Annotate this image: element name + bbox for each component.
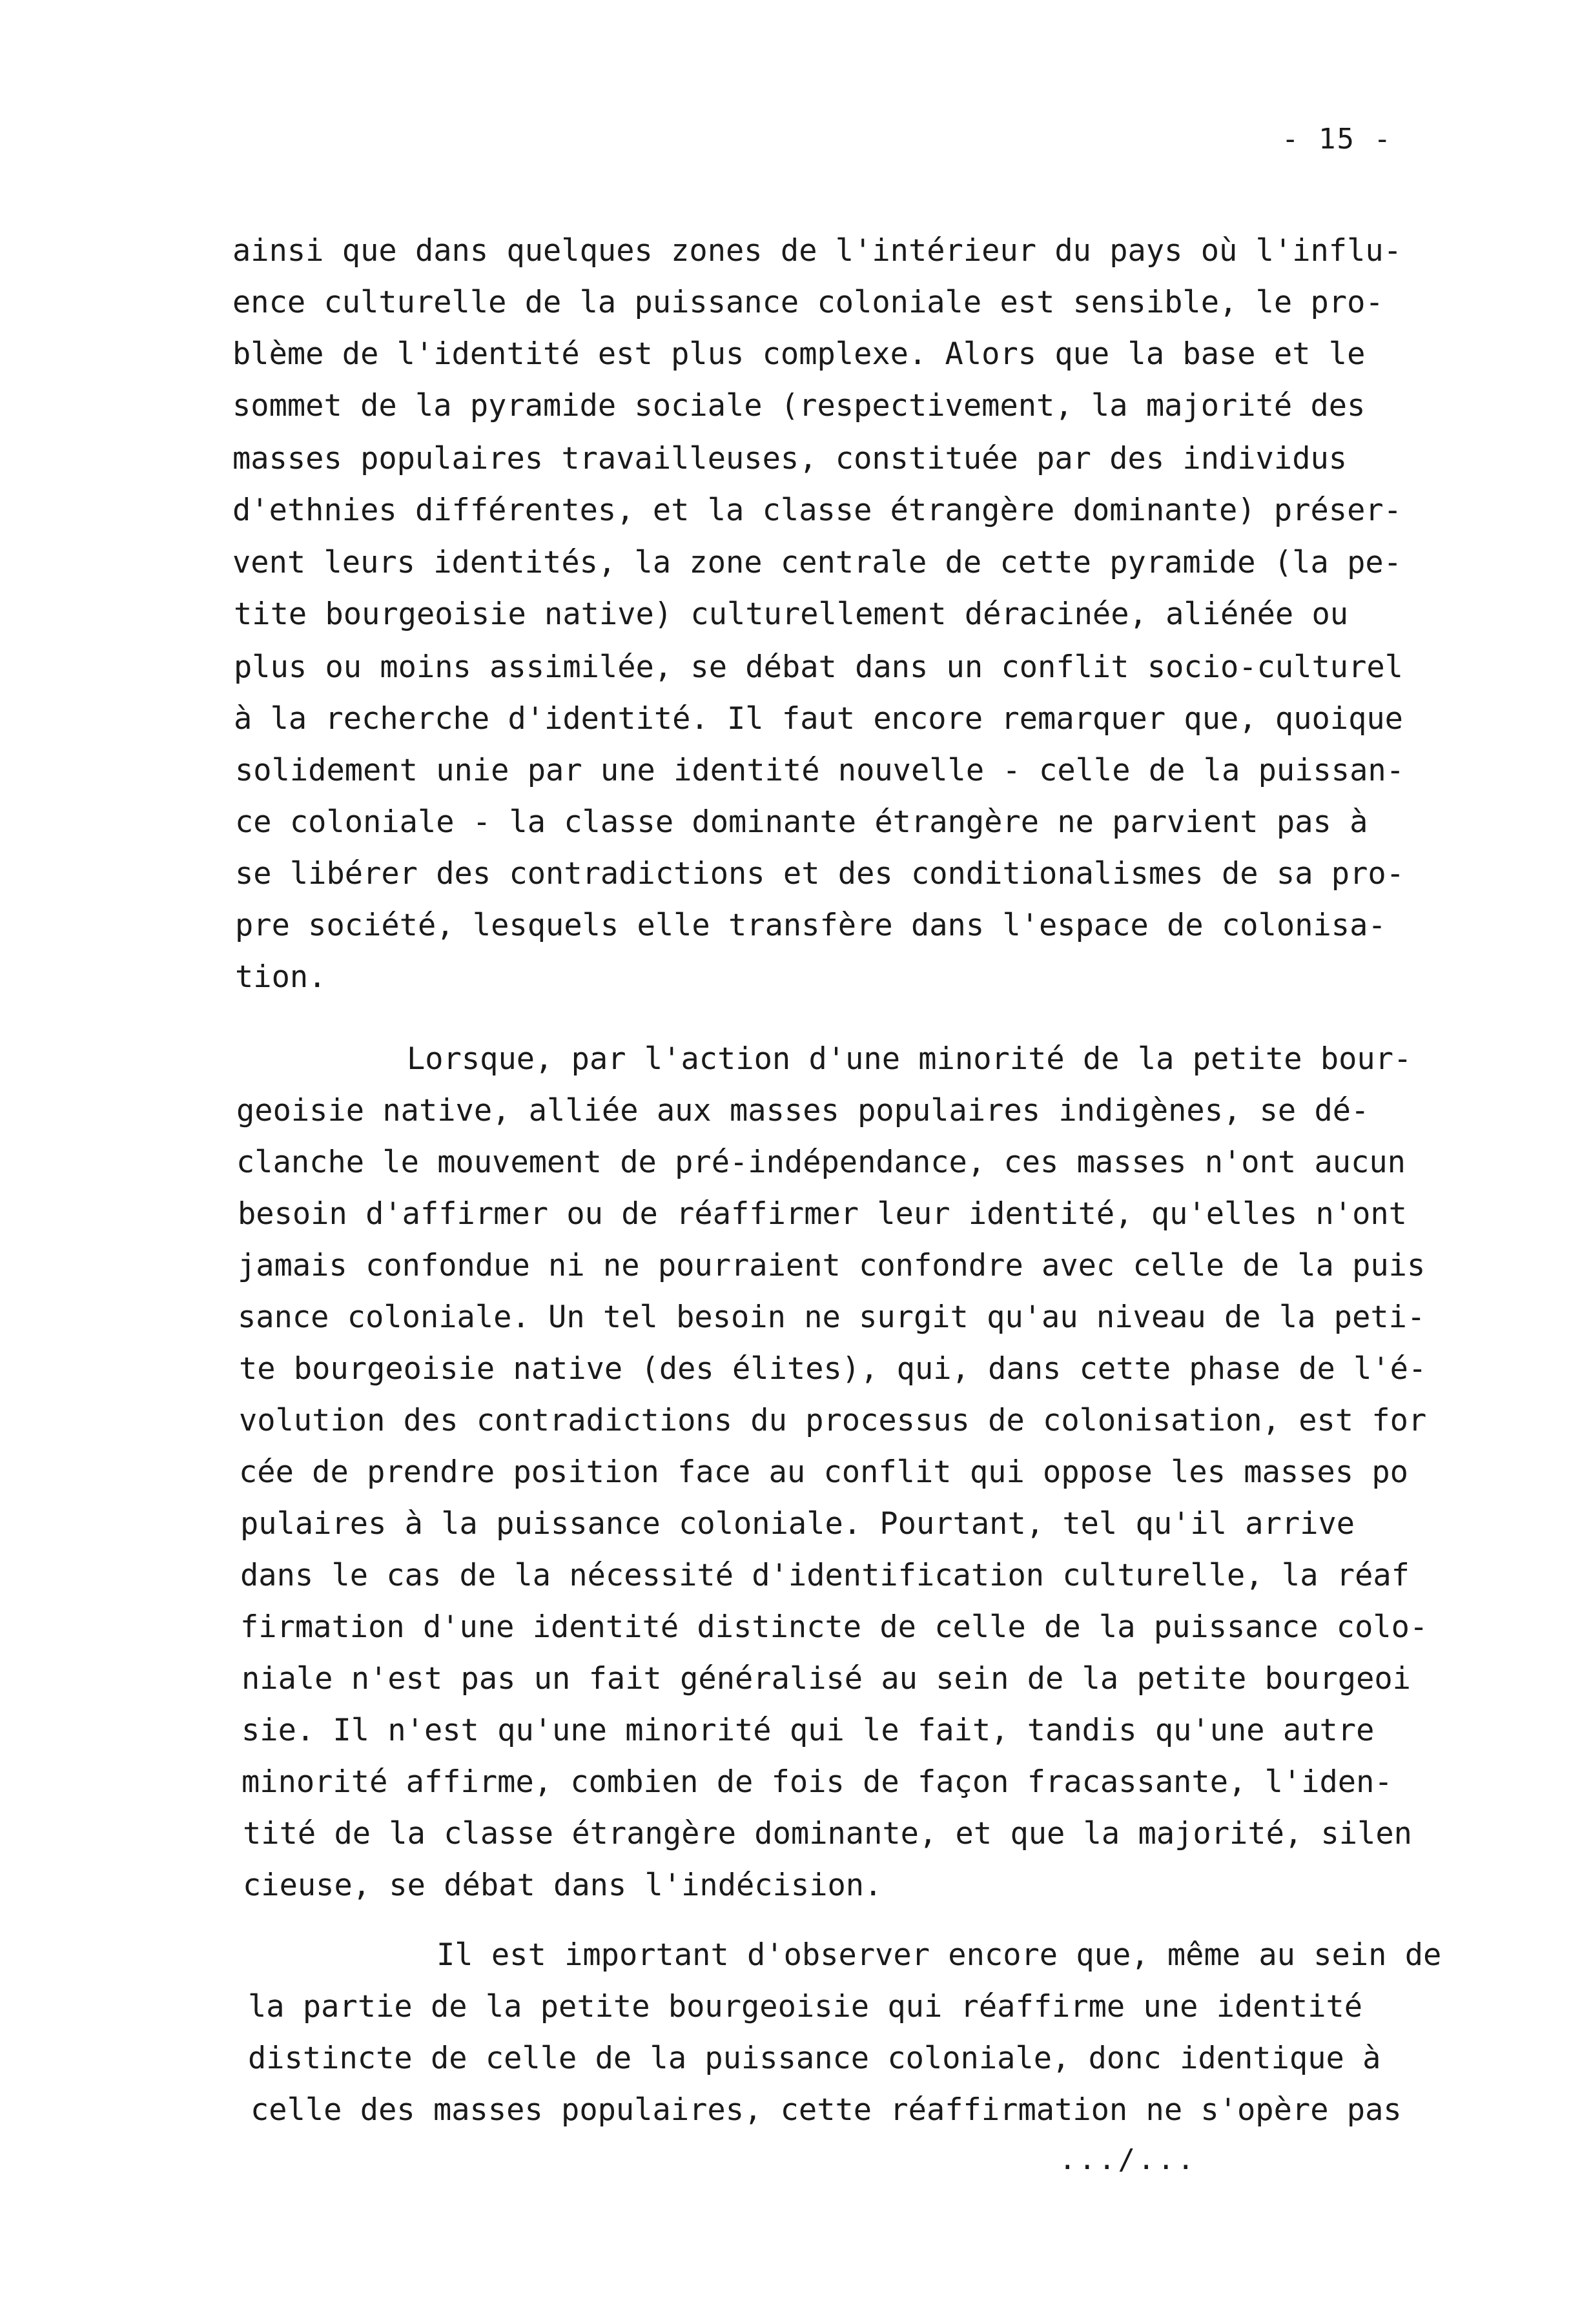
text-line: te bourgeoisie native (des élites), qui, dans cette phase de l'é- xyxy=(239,1351,1427,1387)
text-line: ainsi que dans quelques zones de l'intérieur du pays où l'influ- xyxy=(232,233,1402,269)
text-line: celle des masses populaires, cette réaffirmation ne s'opère pas xyxy=(251,2092,1402,2128)
text-line: ce coloniale - la classe dominante étrangère ne parvient pas à xyxy=(235,804,1368,840)
page-number: - 15 - xyxy=(1282,123,1392,156)
text-line: niale n'est pas un fait généralisé au sein de la petite bourgeoi xyxy=(241,1661,1411,1697)
text-line: cieuse, se débat dans l'indécision. xyxy=(243,1868,883,1903)
text-line: blème de l'identité est plus complexe. Alors que la base et le xyxy=(232,336,1366,372)
text-line: ence culturelle de la puissance coloniale est sensible, le pro- xyxy=(232,285,1384,320)
text-line: pre société, lesquels elle transfère dans l'espace de colonisa- xyxy=(235,908,1386,943)
text-line: à la recherche d'identité. Il faut encore remarquer que, quoique xyxy=(234,701,1403,737)
text-line: d'ethnies différentes, et la classe étrangère dominante) préser- xyxy=(232,493,1402,528)
text-line: firmation d'une identité distincte de celle de la puissance colo- xyxy=(240,1609,1428,1645)
text-line: tion. xyxy=(235,959,327,995)
text-line: tité de la classe étrangère dominante, et que la majorité, silen xyxy=(243,1816,1412,1851)
text-line: Il est important d'observer encore que, même au sein de xyxy=(436,1937,1442,1973)
text-line: tite bourgeoisie native) culturellement déracinée, aliénée ou xyxy=(234,596,1349,632)
text-line: cée de prendre position face au conflit qui oppose les masses po xyxy=(239,1454,1408,1490)
text-line: dans le cas de la nécessité d'identification culturelle, la réaf xyxy=(240,1558,1410,1593)
text-line: minorité affirme, combien de fois de façon fracassante, l'iden- xyxy=(241,1764,1393,1800)
text-line: sance coloniale. Un tel besoin ne surgit qu'au niveau de la peti- xyxy=(238,1300,1426,1335)
text-line: clanche le mouvement de pré-indépendance, ces masses n'ont aucun xyxy=(236,1145,1406,1180)
text-line: solidement unie par une identité nouvelle - celle de la puissan- xyxy=(235,753,1404,788)
text-line: distincte de celle de la puissance coloniale, donc identique à xyxy=(248,2041,1381,2076)
text-line: plus ou moins assimilée, se débat dans un conflit socio-culturel xyxy=(234,649,1403,685)
text-line: geoisie native, alliée aux masses populaires indigènes, se dé- xyxy=(236,1093,1370,1128)
text-line: jamais confondue ni ne pourraient confondre avec celle de la puis xyxy=(238,1248,1426,1283)
text-line: Lorsque, par l'action d'une minorité de la petite bour- xyxy=(407,1041,1412,1077)
text-line: besoin d'affirmer ou de réaffirmer leur identité, qu'elles n'ont xyxy=(238,1196,1407,1232)
text-line: se libérer des contradictions et des conditionalismes de sa pro- xyxy=(235,856,1404,892)
continuation-mark: .../... xyxy=(1059,2143,1197,2176)
text-line: sommet de la pyramide sociale (respectivement, la majorité des xyxy=(232,388,1366,423)
text-line: la partie de la petite bourgeoisie qui réaffirme une identité xyxy=(248,1989,1363,2024)
text-line: pulaires à la puissance coloniale. Pourtant, tel qu'il arrive xyxy=(240,1506,1355,1542)
text-line: volution des contradictions du processus de colonisation, est for xyxy=(239,1403,1427,1438)
text-line: masses populaires travailleuses, constituée par des individus xyxy=(232,441,1348,476)
text-line: vent leurs identités, la zone centrale de cette pyramide (la pe- xyxy=(232,545,1402,580)
text-line: sie. Il n'est qu'une minorité qui le fait, tandis qu'une autre xyxy=(241,1713,1375,1748)
